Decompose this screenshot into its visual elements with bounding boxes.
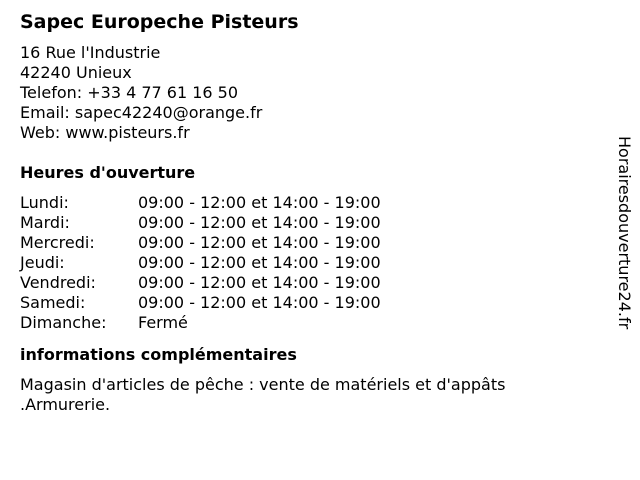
hours-time-value: Fermé (138, 313, 188, 332)
hours-row-samedi (20, 293, 600, 313)
hours-day-label: Mardi: (20, 213, 70, 232)
hours-row-vendredi (20, 273, 600, 293)
hours-time-value: 09:00 - 12:00 et 14:00 - 19:00 (138, 293, 381, 312)
hours-row-lundi (20, 193, 600, 213)
hours-day-label: Jeudi: (20, 253, 65, 272)
hours-day-label: Vendredi: (20, 273, 96, 292)
business-card (20, 10, 600, 415)
web-line: Web: www.pisteurs.fr (20, 123, 190, 142)
hours-time-value: 09:00 - 12:00 et 14:00 - 19:00 (138, 233, 381, 252)
info-heading: informations complémentaires (20, 345, 297, 364)
street-address: 16 Rue l'Industrie (20, 43, 161, 62)
hours-row-dimanche (20, 313, 600, 333)
watermark-text: Horairesdouverture24.fr (615, 136, 634, 330)
hours-time-value: 09:00 - 12:00 et 14:00 - 19:00 (138, 273, 381, 292)
email-line: Email: sapec42240@orange.fr (20, 103, 263, 122)
hours-time-value: 09:00 - 12:00 et 14:00 - 19:00 (138, 193, 381, 212)
phone-line: Telefon: +33 4 77 61 16 50 (20, 83, 239, 102)
hours-day-label: Samedi: (20, 293, 86, 312)
hours-row-mardi (20, 213, 600, 233)
hours-row-mercredi (20, 233, 600, 253)
hours-time-value: 09:00 - 12:00 et 14:00 - 19:00 (138, 213, 381, 232)
hours-day-label: Lundi: (20, 193, 69, 212)
postal-city: 42240 Unieux (20, 63, 132, 82)
address-block (20, 43, 600, 143)
hours-day-label: Dimanche: (20, 313, 107, 332)
hours-day-label: Mercredi: (20, 233, 95, 252)
info-text: Magasin d'articles de pêche : vente de matériels et d'appâts .Armurerie. (20, 375, 506, 414)
hours-heading: Heures d'ouverture (20, 163, 196, 182)
hours-row-jeudi (20, 253, 600, 273)
hours-table (20, 193, 600, 333)
business-name: Sapec Europeche Pisteurs (20, 11, 299, 33)
hours-time-value: 09:00 - 12:00 et 14:00 - 19:00 (138, 253, 381, 272)
